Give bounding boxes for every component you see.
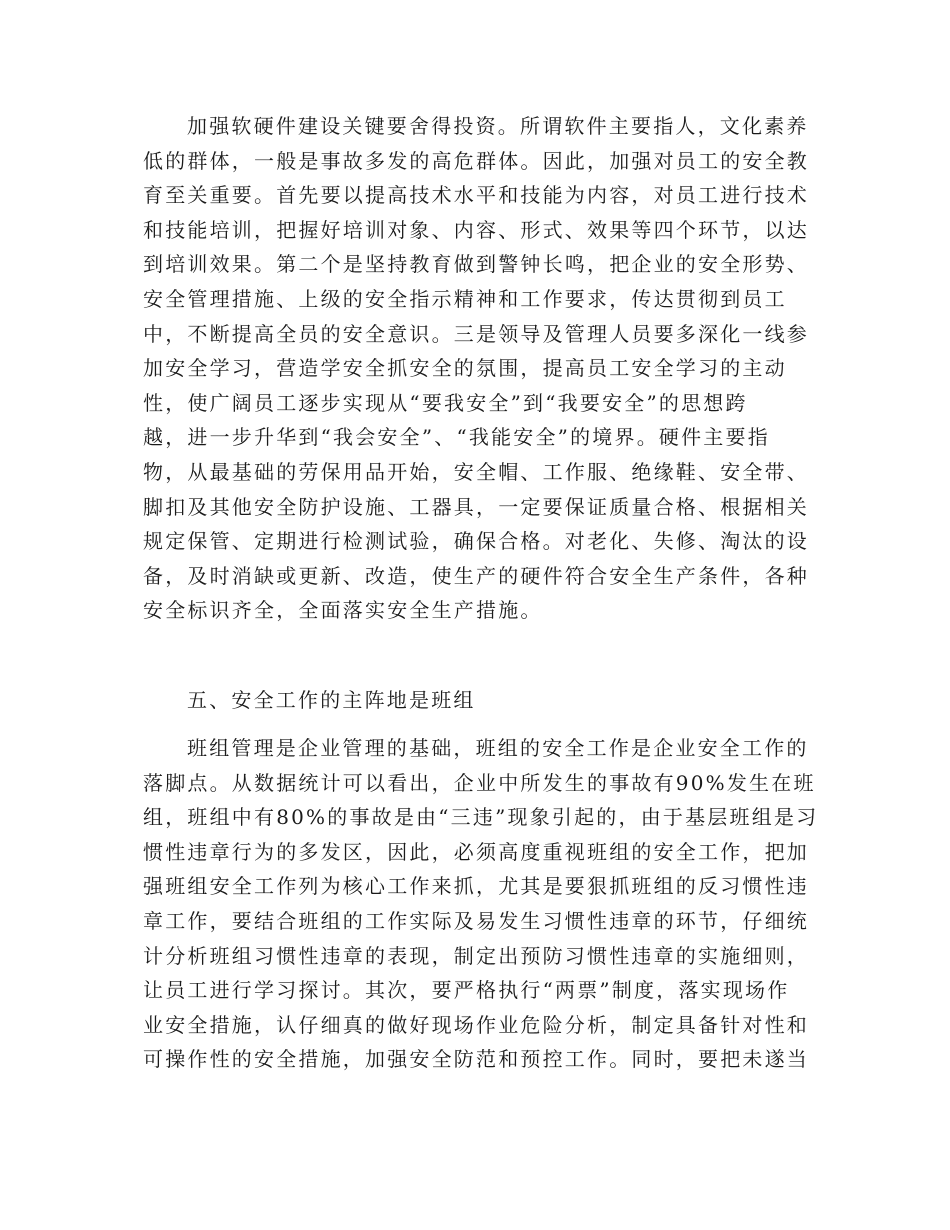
paragraph-line: 班组管理是企业管理的基础，班组的安全工作是企业安全工作的 bbox=[187, 736, 809, 760]
paragraph-line: 育至关重要。首先要以提高技术水平和技能为内容，对员工进行技术 bbox=[143, 183, 809, 208]
paragraph-line: 惯性违章行为的多发区，因此，必须高度重视班组的安全工作，把加 bbox=[143, 839, 809, 864]
paragraph-line: 可操作性的安全措施，加强安全防范和预控工作。同时，要把未遂当 bbox=[143, 1047, 809, 1072]
paragraph-line: 加安全学习，营造学安全抓安全的氛围，提高员工安全学习的主动 bbox=[143, 356, 787, 381]
paragraph-line: 落脚点。从数据统计可以看出，企业中所发生的事故有90%发生在班 bbox=[143, 770, 816, 795]
paragraph-line: 加强软硬件建设关键要舍得投资。所谓软件主要指人，文化素养 bbox=[187, 114, 809, 138]
paragraph-line: 脚扣及其他安全防护设施、工器具，一定要保证质量合格、根据相关 bbox=[143, 494, 809, 519]
section-heading-text: 五、安全工作的主阵地是班组 bbox=[187, 688, 476, 712]
section-heading bbox=[143, 683, 803, 718]
paragraph-line: 强班组安全工作列为核心工作来抓，尤其是要狠抓班组的反习惯性违 bbox=[143, 874, 809, 899]
paragraph-line: 到培训效果。第二个是坚持教育做到警钟长鸣，把企业的安全形势、 bbox=[143, 252, 809, 277]
paragraph-line: 性，使广阔员工逐步实现从“要我安全”到“我要安全”的思想跨 bbox=[143, 390, 748, 415]
paragraph-line: 让员工进行学习探讨。其次，要严格执行“两票”制度，落实现场作 bbox=[143, 978, 790, 1003]
paragraph-software-hardware bbox=[143, 109, 809, 628]
paragraph-line: 安全管理措施、上级的安全指示精神和工作要求，传达贯彻到员工 bbox=[143, 286, 787, 311]
paragraph-line: 计分析班组习惯性违章的表现，制定出预防习惯性违章的实施细则， bbox=[143, 943, 809, 968]
paragraph-team-safety bbox=[143, 731, 819, 1077]
paragraph-line: 规定保管、定期进行检测试验，确保合格。对老化、失修、淘汰的设 bbox=[143, 529, 809, 554]
paragraph-line: 和技能培训，把握好培训对象、内容、形式、效果等四个环节，以达 bbox=[143, 217, 809, 242]
paragraph-line: 安全标识齐全，全面落实安全生产措施。 bbox=[143, 598, 543, 623]
paragraph-line: 备，及时消缺或更新、改造，使生产的硬件符合安全生产条件，各种 bbox=[143, 563, 809, 588]
paragraph-line: 组，班组中有80%的事故是由“三违”现象引起的，由于基层班组是习 bbox=[143, 805, 819, 830]
paragraph-line: 物，从最基础的劳保用品开始，安全帽、工作服、绝缘鞋、安全带、 bbox=[143, 459, 809, 484]
paragraph-line: 越，进一步升华到“我会安全”、“我能安全”的境界。硬件主要指 bbox=[143, 425, 770, 450]
paragraph-line: 业安全措施，认仔细真的做好现场作业危险分析，制定具备针对性和 bbox=[143, 1012, 809, 1037]
paragraph-line: 章工作，要结合班组的工作实际及易发生习惯性违章的环节，仔细统 bbox=[143, 908, 809, 933]
paragraph-line: 中，不断提高全员的安全意识。三是领导及管理人员要多深化一线参 bbox=[143, 321, 809, 346]
paragraph-line: 低的群体，一般是事故多发的高危群体。因此，加强对员工的安全教 bbox=[143, 148, 809, 173]
